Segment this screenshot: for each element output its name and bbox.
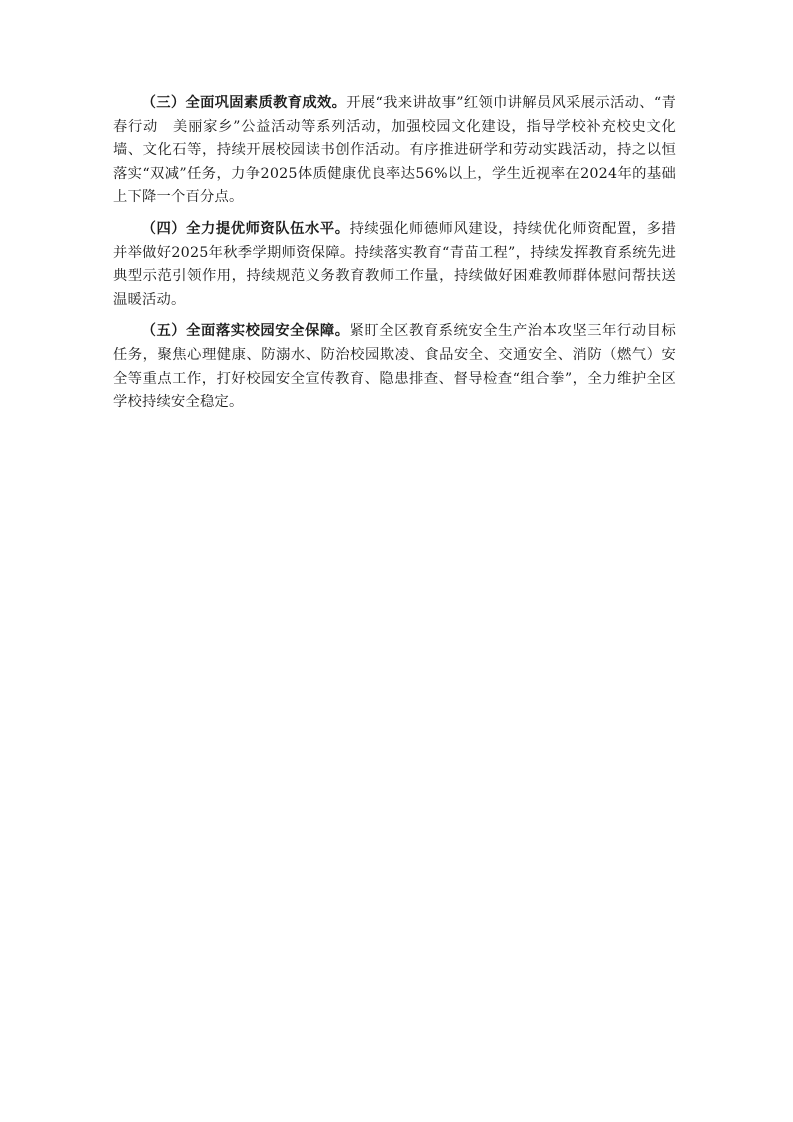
document-page xyxy=(113,92,676,423)
section-five-paragraph xyxy=(113,320,676,414)
section-five-heading: （五）全面落实校园安全保障。 xyxy=(141,323,350,340)
section-three-paragraph xyxy=(113,92,676,210)
section-four-body: 持续强化师德师风建设，持续优化师资配置，多措并举做好2025年秋季学期师资保障。持续落实教育“青苗工程”，持续发挥教育系统先进典型示范引领作用，持续规范义务教育教师工作量，持续做好困难教师群体慰问帮扶送温暖活动。 xyxy=(113,220,676,308)
section-four-paragraph xyxy=(113,218,676,312)
section-three-heading: （三）全面巩固素质教育成效。 xyxy=(141,95,347,111)
section-five-body: 紧盯全区教育系统安全生产治本攻坚三年行动目标任务，聚焦心理健康、防溺水、防治校园欺凌、食品安全、交通安全、消防（燃气）安全等重点工作，打好校园安全宣传教育、隐患排查、督导检查“组合拳”，全力维护全区学校持续安全稳定。 xyxy=(113,323,676,411)
section-three-body: 开展“我来讲故事”红领巾讲解员风采展示活动、“青春行动 美丽家乡”公益活动等系列活动，加强校园文化建设，指导学校补充校史文化墙、文化石等，持续开展校园读书创作活动。有序推进研学和劳动实践活动，持之以恒落实“双减”任务，力争2025体质健康优良率达56%以上，学生近视率在2024年的基础上下降一个百分点。 xyxy=(113,95,676,206)
section-four-heading: （四）全力提优师资队伍水平。 xyxy=(141,220,350,237)
